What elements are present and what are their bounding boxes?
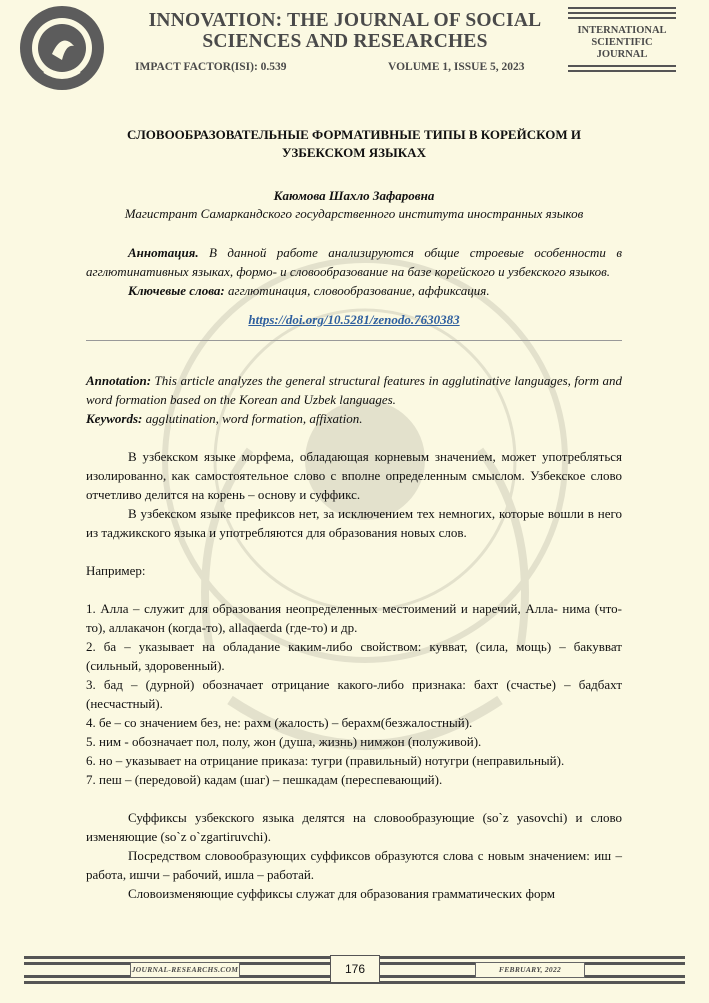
volume-issue: VOLUME 1, ISSUE 5, 2023 xyxy=(388,61,525,73)
keywords-ru-text: агглютинация, словообразование, аффиксация. xyxy=(224,283,490,298)
footer-date: FEBRUARY, 2022 xyxy=(475,962,585,978)
example-heading: Например: xyxy=(86,563,146,578)
annotation-ru-label: Аннотация. xyxy=(128,245,199,260)
journal-title-line2: SCIENCES AND RESEARCHES xyxy=(202,31,488,52)
list-item: 2. ба – указывает на обладание каким-либо свойством: кувват, (сила, мощь) – бакувват (сильный, здоровенный). xyxy=(86,639,622,673)
list-item: 3. бад – (дурной) обозначает отрицание какого-либо признака: бахт (счастье) – бадбахт (несчастный). xyxy=(86,677,622,711)
list-item: 5. ним - обозначает пол, полу, жон (душа, жизнь) нимжон (полуживой). xyxy=(86,734,482,749)
article-title-line2: УЗБЕКСКОМ ЯЗЫКАХ xyxy=(282,145,426,160)
annotation-ru xyxy=(86,243,622,281)
author-name: Каюмова Шахло Зафаровна xyxy=(273,188,435,203)
keywords-en-text: agglutination, word formation, affixation. xyxy=(142,411,363,426)
doi-link[interactable]: https://doi.org/10.5281/zenodo.7630383 xyxy=(248,312,460,327)
list-item: 4. бе – со значением без, не: рахм (жалость) – берахм(безжалостный). xyxy=(86,715,473,730)
annotation-ru-text: В данной работе анализируются общие строевые особенности в агглютинативных языках, формо- и словообразование на базе корейского и узбекского языков. xyxy=(86,245,622,279)
annotation-en-text: This article analyzes the general structural features in agglutinative languages, form and word formation based on the Korean and Uzbek languages. xyxy=(86,373,622,407)
article-body xyxy=(86,126,622,903)
list-item: 7. пеш – (передовой) кадам (шаг) – пешкадам (переспевающий). xyxy=(86,772,443,787)
keywords-en xyxy=(86,409,622,428)
paragraph-2: В узбекском языке префиксов нет, за исключением тех немногих, которые вошли в него из таджикского языка и употребляются для образования новых слов. xyxy=(86,506,622,540)
footer-site[interactable]: JOURNAL-RESEARCHS.COM xyxy=(130,962,240,978)
journal-title-line1: INNOVATION: THE JOURNAL OF SOCIAL xyxy=(148,10,542,31)
annotation-en-label: Annotation: xyxy=(86,373,152,388)
keywords-ru-label: Ключевые слова: xyxy=(128,283,225,298)
article-title xyxy=(96,126,612,162)
author-affiliation: Магистрант Самаркандского государственного института иностранных языков xyxy=(124,206,584,221)
keywords-en-label: Keywords: xyxy=(86,411,143,426)
journal-title xyxy=(120,10,570,52)
article-title-line1: СЛОВООБРАЗОВАТЕЛЬНЫЕ ФОРМАТИВНЫЕ ТИПЫ В КОРЕЙСКОМ И xyxy=(127,127,581,142)
paragraph-5: Словоизменяющие суффиксы служат для образования грамматических форм xyxy=(128,886,556,901)
paragraph-1: В узбекском языке морфема, обладающая корневым значением, может употребляться изолированно, как самостоятельное слово с вполне определенным смыслом. Узбекское слово отчетливо делится на корень – основу и суффикс. xyxy=(86,449,622,502)
paragraph-4: Посредством словообразующих суффиксов образуются слова с новым значением: иш – работа, ишчи – рабочий, ишла – работай. xyxy=(86,848,622,882)
example-list xyxy=(86,599,622,789)
list-item: 6. но – указывает на отрицание приказа: тугри (правильный) нотугри (неправильный). xyxy=(86,753,565,768)
doi-line xyxy=(86,312,622,328)
international-badge xyxy=(568,7,676,75)
intl-line2: SCIENTIFIC xyxy=(591,37,653,48)
keywords-ru xyxy=(86,281,622,300)
annotation-en xyxy=(86,371,622,409)
intl-line1: INTERNATIONAL xyxy=(577,25,667,36)
impact-factor: IMPACT FACTOR(ISI): 0.539 xyxy=(135,61,287,73)
intl-line3: JOURNAL xyxy=(596,49,648,60)
paragraph-3: Суффиксы узбекского языка делятся на словообразующие (so`z yasovchi) и слово изменяющие (so`z o`zgartiruvchi). xyxy=(86,810,622,844)
page-number: 176 xyxy=(330,955,380,983)
list-item: 1. Алла – служит для образования неопределенных местоимений и наречий, Алла- нима (что-то), аллакачон (когда-то), allaqaerda (где-то) и др. xyxy=(86,601,622,635)
journal-logo xyxy=(18,4,106,92)
